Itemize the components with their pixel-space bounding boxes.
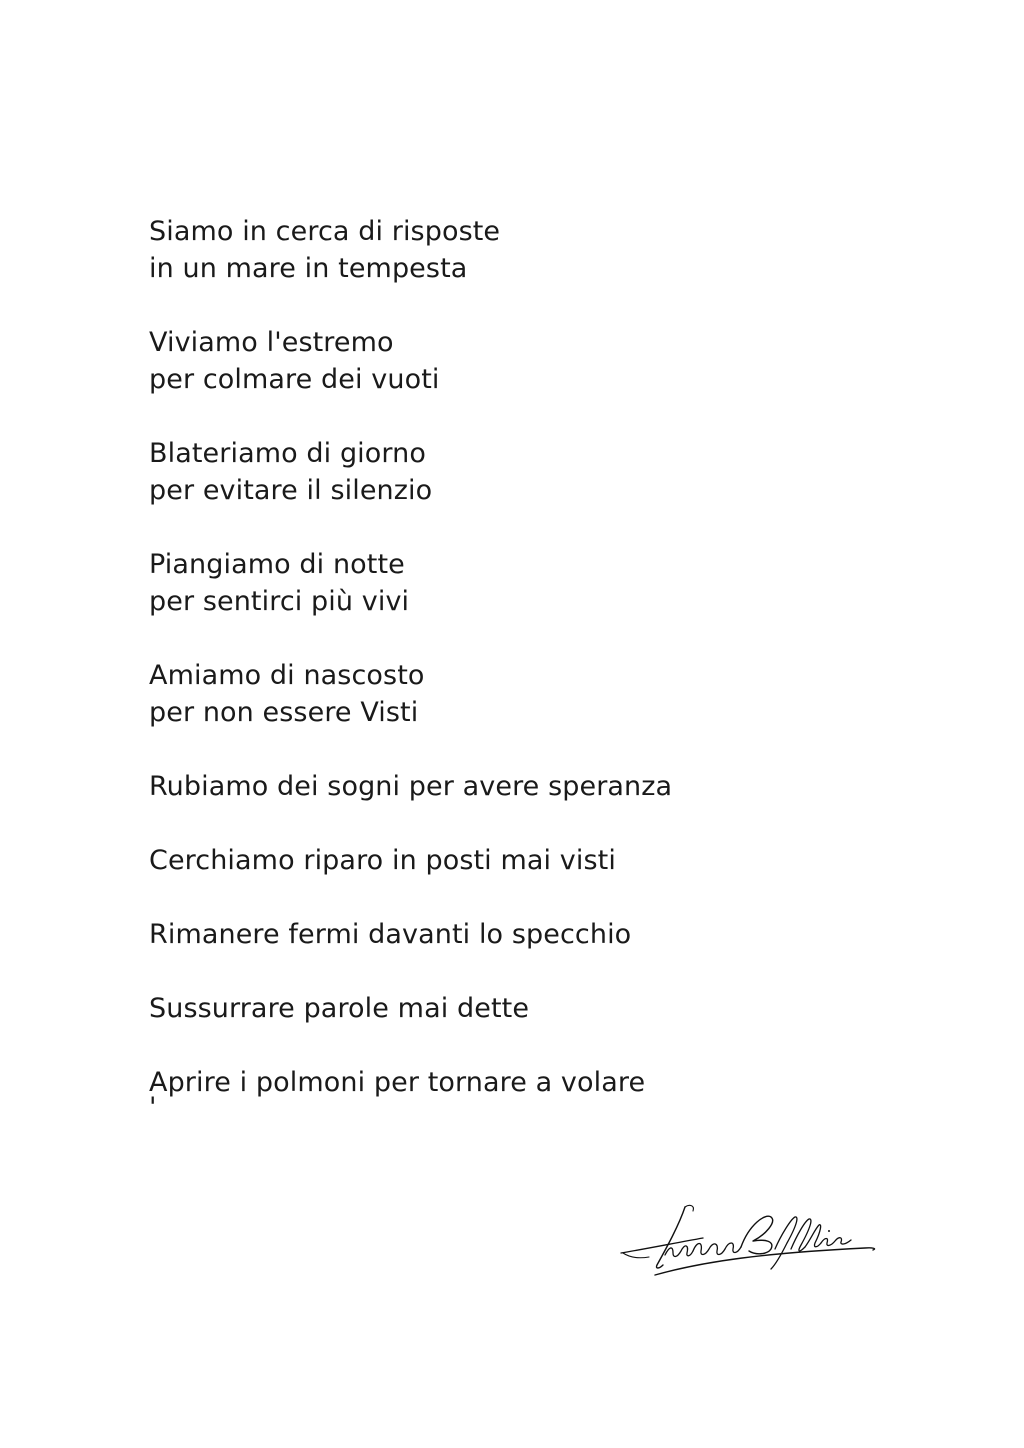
stanza-10	[149, 1064, 909, 1123]
stanza-3	[149, 435, 909, 509]
poem-line: per evitare il silenzio	[149, 475, 433, 506]
poem-line: Sussurrare parole mai dette	[149, 993, 530, 1024]
poem-line: Blateriamo di giorno	[149, 438, 426, 469]
poem-line: Aprire i polmoni per tornare a volare	[149, 1067, 646, 1098]
poem-line: Siamo in cerca di risposte	[149, 216, 501, 247]
stanza-4	[149, 546, 909, 620]
poem-line: per colmare dei vuoti	[149, 364, 440, 395]
stanza-7	[149, 842, 909, 879]
poem-line: Cerchiamo riparo in posti mai visti	[149, 845, 616, 876]
poem-line: in un mare in tempesta	[149, 253, 468, 284]
poem-line: Amiamo di nascosto	[149, 660, 425, 691]
poem-body	[149, 213, 909, 1123]
stanza-2	[149, 324, 909, 398]
final-mark: '	[149, 1092, 157, 1123]
poem-line: per non essere Visti	[149, 697, 419, 728]
stanza-1	[149, 213, 909, 287]
poem-line: Viviamo l'estremo	[149, 327, 394, 358]
stanza-8	[149, 916, 909, 953]
poem-line: Rubiamo dei sogni per avere speranza	[149, 771, 673, 802]
poem-line: per sentirci più vivi	[149, 586, 410, 617]
handwritten-signature-icon	[615, 1195, 880, 1285]
stanza-9	[149, 990, 909, 1027]
poem-line: Piangiamo di notte	[149, 549, 405, 580]
stanza-5	[149, 657, 909, 731]
stanza-6	[149, 768, 909, 805]
poem-line: Rimanere fermi davanti lo specchio	[149, 919, 632, 950]
